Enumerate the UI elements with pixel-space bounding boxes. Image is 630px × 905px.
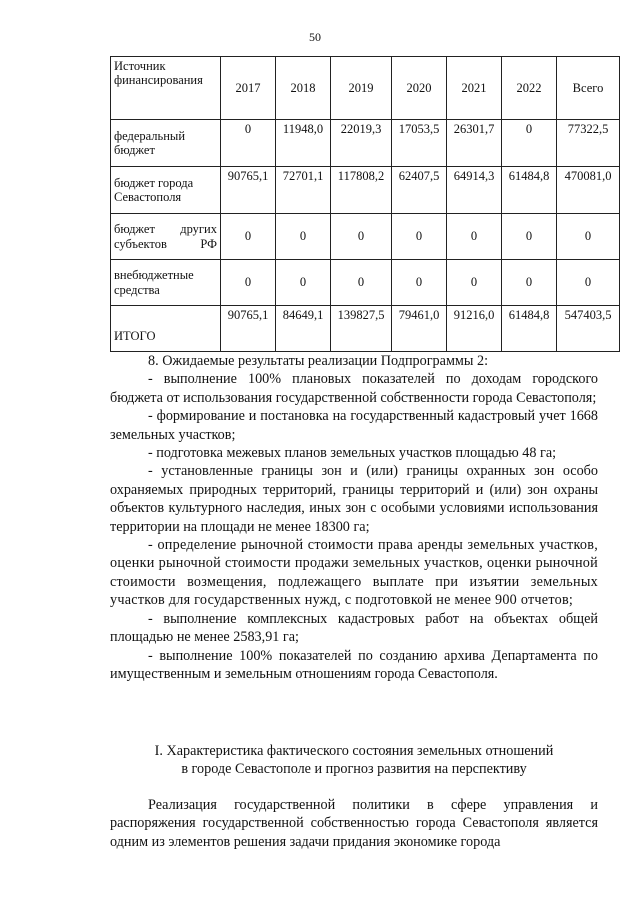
table-cell: 0 <box>331 260 392 306</box>
table-cell: 0 <box>331 214 392 260</box>
header-total: Всего <box>557 57 620 120</box>
header-2020: 2020 <box>392 57 447 120</box>
table-cell: 0 <box>502 214 557 260</box>
list-item: - определение рыночной стоимости права аренды земельных участков, оценки рыночной стоимости продажи земельных участков, оценки рыночной стоимости возмещения, подлежащего выплате при изъятии земельных участков для государственных нужд, с подготовкой не менее 900 отчетов; <box>110 537 598 609</box>
table-cell: 547403,5 <box>557 306 620 352</box>
table-cell: 72701,1 <box>276 167 331 214</box>
table-row <box>111 260 620 306</box>
section-heading <box>110 742 598 778</box>
table-cell: 117808,2 <box>331 167 392 214</box>
row-source: ИТОГО <box>111 306 221 352</box>
table-cell: 0 <box>392 260 447 306</box>
table-cell: 90765,1 <box>221 167 276 214</box>
table-cell: 91216,0 <box>447 306 502 352</box>
heading-line-2: в городе Севастополе и прогноз развития на перспективу <box>181 761 527 777</box>
table-cell: 64914,3 <box>447 167 502 214</box>
heading-line-1: I. Характеристика фактического состояния земельных отношений <box>154 743 554 759</box>
header-source: Источник финансирования <box>111 57 221 120</box>
row-source: бюджет города Севастополя <box>111 167 221 214</box>
table-cell: 0 <box>557 214 620 260</box>
table-cell: 17053,5 <box>392 120 447 167</box>
table-cell: 61484,8 <box>502 306 557 352</box>
table-row <box>111 214 620 260</box>
financing-table <box>110 56 620 352</box>
table-cell: 79461,0 <box>392 306 447 352</box>
table-cell: 62407,5 <box>392 167 447 214</box>
table-cell: 0 <box>502 120 557 167</box>
row-source: внебюджетные средства <box>111 260 221 306</box>
expected-results-section <box>110 352 598 683</box>
table-cell: 0 <box>221 260 276 306</box>
paragraph-text: Реализация государственной политики в сфере управления и распоряжения государственной собственностью города Севастополя является одним из элементов решения задачи придания экономике города <box>110 797 598 850</box>
list-item: - установленные границы зон и (или) границы охранных зон особо охраняемых природных территорий, границы территорий и (или) зон охраны объектов культурного наследия, иных зон с особыми условиями использования территории на площади не менее 18300 га; <box>110 463 598 535</box>
table-row <box>111 167 620 214</box>
list-item: - формирование и постановка на государственный кадастровый учет 1668 земельных участков; <box>110 408 598 443</box>
header-2022: 2022 <box>502 57 557 120</box>
table-cell: 11948,0 <box>276 120 331 167</box>
row-source: федеральный бюджет <box>111 120 221 167</box>
table-row <box>111 120 620 167</box>
table-cell: 0 <box>557 260 620 306</box>
list-item: - выполнение 100% показателей по созданию архива Департамента по имущественным и земельным отношениям города Севастополя. <box>110 647 598 682</box>
row-source: бюджет других субъектов РФ <box>111 214 221 260</box>
table-cell: 0 <box>502 260 557 306</box>
table-cell: 0 <box>392 214 447 260</box>
table-cell: 77322,5 <box>557 120 620 167</box>
table-cell: 0 <box>221 120 276 167</box>
table-cell: 26301,7 <box>447 120 502 167</box>
table-total-row <box>111 306 620 352</box>
table-cell: 90765,1 <box>221 306 276 352</box>
header-2018: 2018 <box>276 57 331 120</box>
table-cell: 139827,5 <box>331 306 392 352</box>
table-cell: 22019,3 <box>331 120 392 167</box>
table-cell: 61484,8 <box>502 167 557 214</box>
table-cell: 0 <box>447 214 502 260</box>
list-item: - выполнение комплексных кадастровых работ на объектах общей площадью не менее 2583,91 га; <box>110 610 598 646</box>
header-2019: 2019 <box>331 57 392 120</box>
table-cell: 0 <box>447 260 502 306</box>
intro-paragraph <box>110 796 598 851</box>
section-title: 8. Ожидаемые результаты реализации Подпрограммы 2: <box>148 353 489 369</box>
table-cell: 0 <box>221 214 276 260</box>
list-item: - подготовка межевых планов земельных участков площадью 48 га; <box>148 445 557 462</box>
page-number: 50 <box>309 30 321 44</box>
table-cell: 84649,1 <box>276 306 331 352</box>
table-header-row <box>111 57 620 120</box>
table-cell: 470081,0 <box>557 167 620 214</box>
table-cell: 0 <box>276 260 331 306</box>
table-cell: 0 <box>276 214 331 260</box>
header-2017: 2017 <box>221 57 276 120</box>
header-2021: 2021 <box>447 57 502 120</box>
list-item: - выполнение 100% плановых показателей по доходам городского бюджета от использования государственной собственности города Севастополя; <box>110 371 598 406</box>
